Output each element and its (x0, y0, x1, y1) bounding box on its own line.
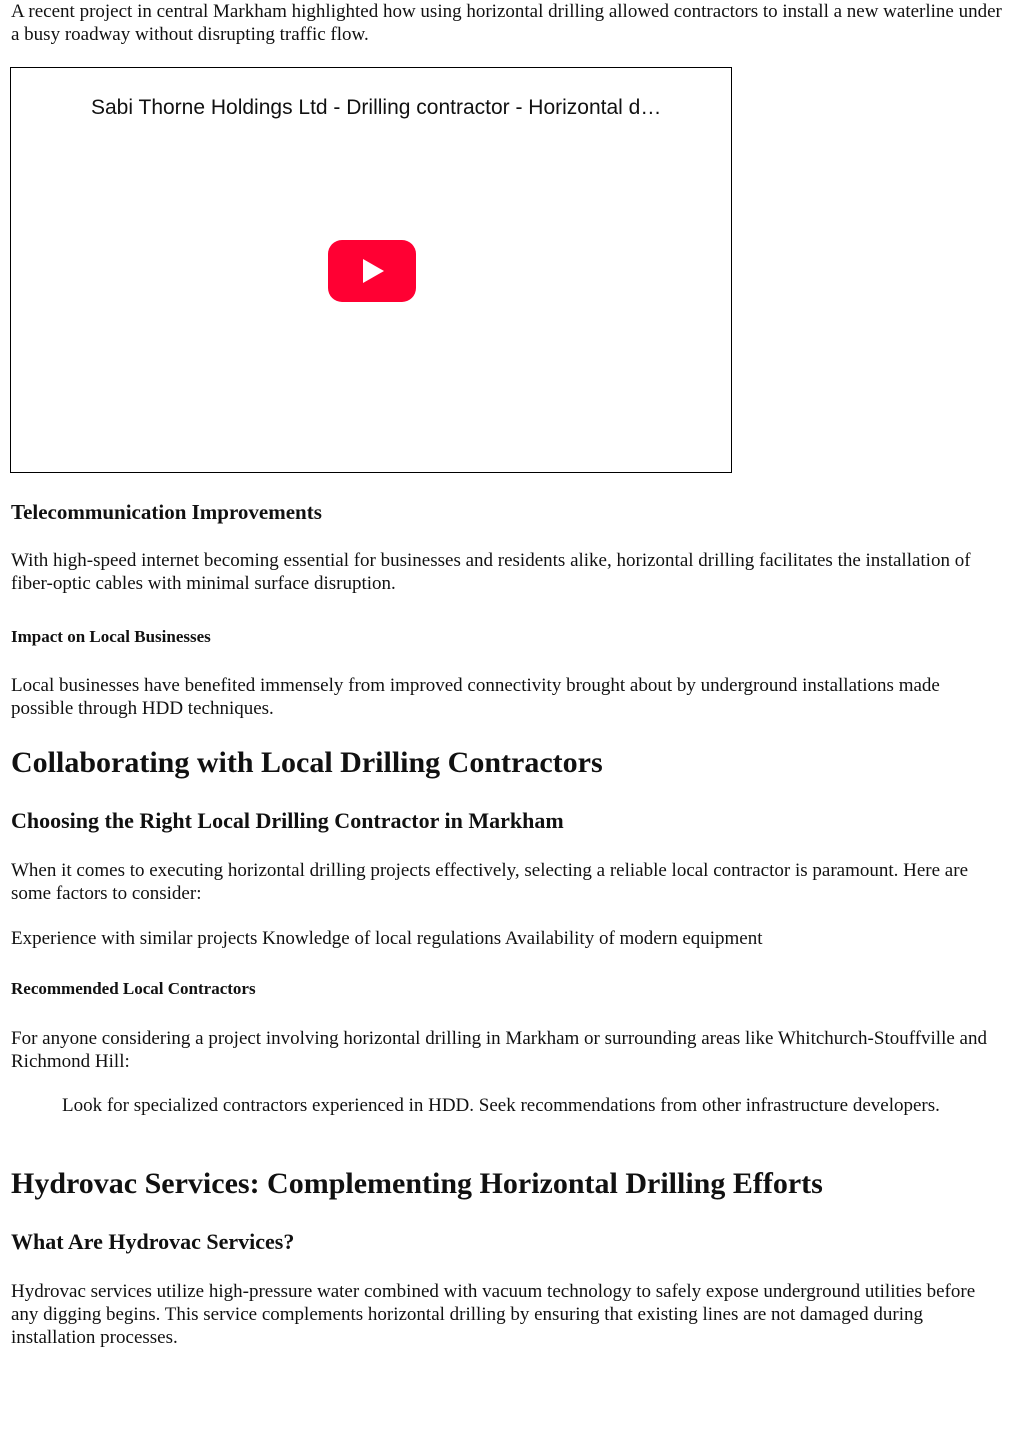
recommended-quote: Look for specialized contractors experienced in HDD. Seek recommendations from other infrastructure developers. (62, 1095, 940, 1116)
hydrovac-heading: Hydrovac Services: Complementing Horizontal Drilling Efforts (11, 1167, 823, 1200)
intro-paragraph: A recent project in central Markham highlighted how using horizontal drilling allowed contractors to install a new waterline under a busy roadway without disrupting traffic flow. (11, 1, 1002, 45)
factors-list: Experience with similar projects Knowledge of local regulations Availability of modern equipment (11, 928, 763, 949)
youtube-embed[interactable] (10, 67, 732, 473)
collab-heading: Collaborating with Local Drilling Contractors (11, 746, 603, 779)
telecom-paragraph: With high-speed internet becoming essential for businesses and residents alike, horizontal drilling facilitates the installation of fiber-optic cables with minimal surface disruption. (11, 550, 971, 594)
play-button[interactable] (328, 240, 416, 302)
local-business-heading: Impact on Local Businesses (11, 627, 211, 646)
recommended-paragraph: For anyone considering a project involving horizontal drilling in Markham or surrounding areas like Whitchurch-Stouffville and Richmond Hill: (11, 1028, 987, 1072)
choosing-heading: Choosing the Right Local Drilling Contractor in Markham (11, 808, 564, 833)
hydrovac-subheading: What Are Hydrovac Services? (11, 1229, 295, 1254)
choosing-paragraph: When it comes to executing horizontal drilling projects effectively, selecting a reliable local contractor is paramount. Here are some factors to consider: (11, 860, 969, 904)
local-business-paragraph: Local businesses have benefited immensely from improved connectivity brought about by underground installations made possible through HDD techniques. (11, 675, 940, 719)
play-icon (328, 240, 416, 302)
telecom-heading: Telecommunication Improvements (11, 500, 322, 524)
recommended-heading: Recommended Local Contractors (11, 979, 256, 998)
hydrovac-paragraph: Hydrovac services utilize high-pressure water combined with vacuum technology to safely expose underground utilities before any digging begins. This service complements horizontal drilling by ensuring that existing lines are not damaged during installation processes. (11, 1281, 976, 1348)
video-title[interactable]: Sabi Thorne Holdings Ltd - Drilling contractor - Horizontal d… (91, 96, 662, 119)
